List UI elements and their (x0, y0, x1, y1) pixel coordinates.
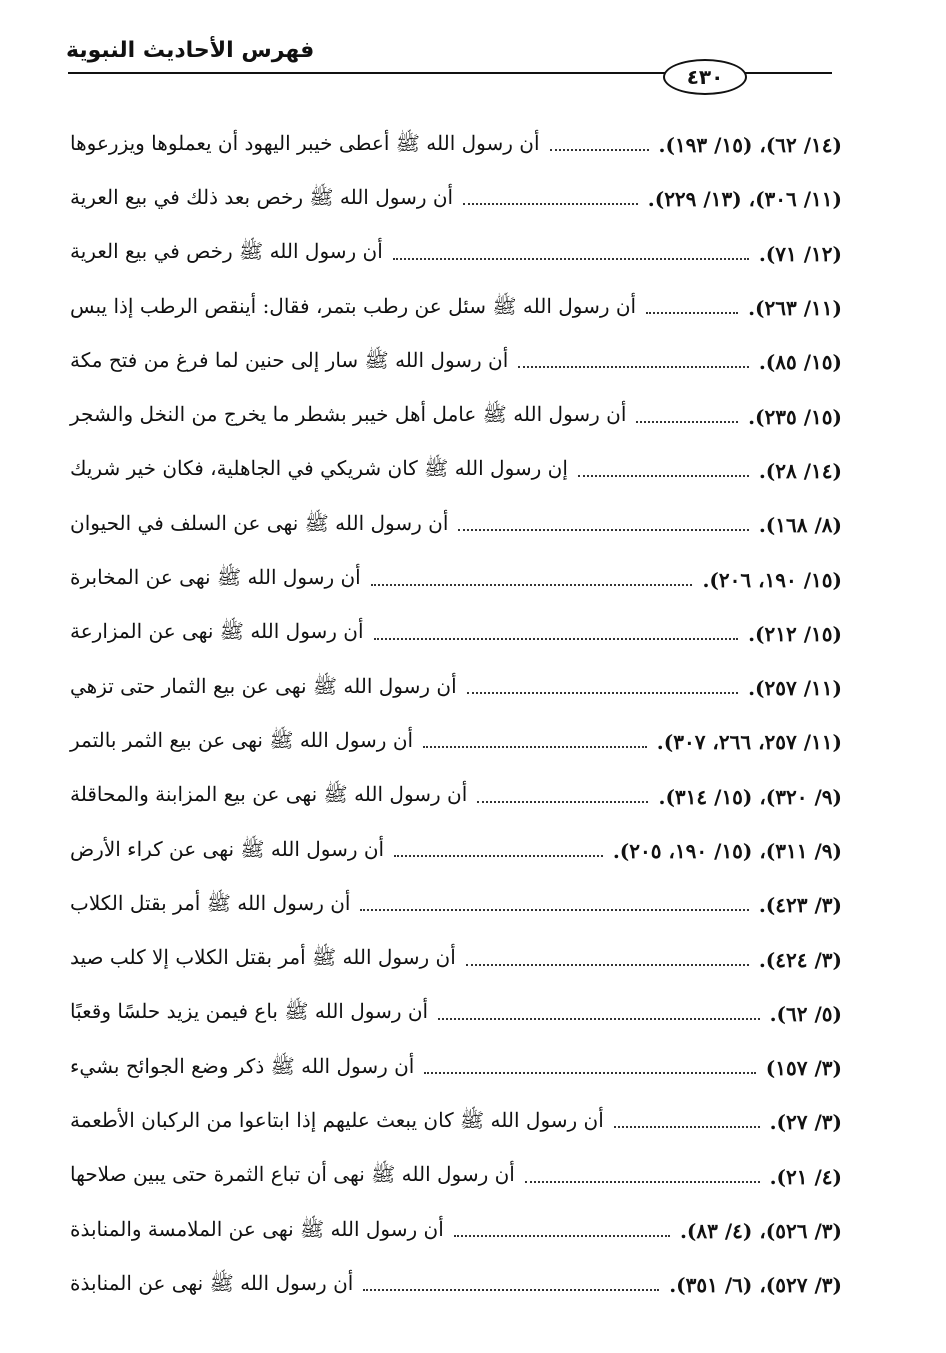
entry-page-reference: (١٥/ ٢١٢). (748, 621, 842, 646)
entry-page-reference: (٨/ ١٦٨). (758, 513, 842, 538)
entry-page-reference: (١٤/ ٦٢)، (١٥/ ١٩٣). (658, 133, 842, 158)
index-entry (70, 932, 842, 986)
entry-hadith-text: أن رسول الله ﷺ أمر بقتل الكلاب (70, 890, 351, 915)
entry-hadith-text: أن رسول الله ﷺ رخص في بيع العرية (70, 239, 383, 264)
entry-hadith-text: أن رسول الله ﷺ سار إلى حنين لما فرغ من فتح مكة (70, 347, 509, 372)
index-entry (70, 1204, 842, 1258)
entry-leader-dots (466, 964, 749, 966)
entry-leader-dots (424, 1072, 755, 1074)
entry-hadith-text: أن رسول الله ﷺ نهى عن المزارعة (70, 619, 364, 644)
entry-leader-dots (438, 1018, 759, 1020)
index-entry (70, 498, 842, 552)
entry-leader-dots (477, 801, 648, 803)
entry-page-reference: (٣/ ٤٢٤). (758, 947, 842, 972)
page-number-badge: ٤٣٠ (663, 59, 747, 95)
entry-page-reference: (١٥/ ٢٣٥). (748, 404, 842, 429)
entry-leader-dots (423, 746, 647, 748)
entry-page-reference: (٣/ ٤٢٣). (758, 893, 842, 918)
entry-hadith-text: أن رسول الله ﷺ رخص بعد ذلك في بيع العرية (70, 184, 454, 209)
entry-leader-dots (394, 855, 603, 857)
entry-leader-dots (360, 909, 748, 911)
entry-hadith-text: أن رسول الله ﷺ باع فيمن يزيد حلسًا وقعبًا (70, 999, 429, 1024)
entry-leader-dots (363, 1289, 659, 1291)
entry-hadith-text: أن رسول الله ﷺ ذكر وضع الجوائح بشيء (70, 1053, 415, 1078)
entry-leader-dots (578, 475, 749, 477)
entry-page-reference: (١١/ ٢٦٣). (748, 296, 842, 321)
entry-hadith-text: أن رسول الله ﷺ سئل عن رطب بتمر، فقال: أينقص الرطب إذا يبس (70, 293, 637, 318)
index-entry (70, 987, 842, 1041)
entry-hadith-text: أن رسول الله ﷺ نهى عن بيع الثمر بالتمر (70, 727, 414, 752)
index-entry (70, 389, 842, 443)
entry-hadith-text: أن رسول الله ﷺ نهى عن بيع الثمار حتى تزهي (70, 673, 457, 698)
entry-leader-dots (374, 638, 739, 640)
entry-leader-dots (614, 1126, 760, 1128)
entry-page-reference: (١١/ ٣٠٦)، (١٣/ ٢٢٩). (647, 187, 842, 212)
entry-hadith-text: أن رسول الله ﷺ نهى أن تباع الثمرة حتى يبين صلاحها (70, 1162, 515, 1187)
index-entry (70, 335, 842, 389)
index-entry (70, 1258, 842, 1312)
entry-leader-dots (636, 421, 738, 423)
entry-leader-dots (371, 584, 693, 586)
entry-hadith-text: إن رسول الله ﷺ كان شريكي في الجاهلية، فكان خير شريك (70, 456, 568, 481)
index-entry (70, 281, 842, 335)
index-entry (70, 1150, 842, 1204)
entry-hadith-text: أن رسول الله ﷺ أعطى خيبر اليهود أن يعملوها ويزرعوها (70, 130, 540, 155)
entry-page-reference: (٩/ ٣٢٠)، (١٥/ ٣١٤). (658, 784, 842, 809)
entry-page-reference: (٣/ ٥٢٦)، (٤/ ٨٣). (679, 1219, 842, 1244)
entry-leader-dots (518, 366, 749, 368)
entry-page-reference: (١٤/ ٢٨). (758, 458, 842, 483)
entry-leader-dots (646, 312, 738, 314)
entry-page-reference: (٤/ ٢١). (769, 1164, 842, 1189)
page-header-title: فهرس الأحاديث النبوية (66, 38, 315, 63)
entry-page-reference: (٩/ ٣١١)، (١٥/ ١٩٠، ٢٠٥). (612, 839, 842, 863)
entry-page-reference: (١٢/ ٧١). (758, 241, 842, 266)
index-entry (70, 661, 842, 715)
entry-hadith-text: أن رسول الله ﷺ كان يبعث عليهم إذا ابتاعوا من الركبان الأطعمة (70, 1107, 604, 1132)
index-entry (70, 607, 842, 661)
entry-leader-dots (525, 1181, 760, 1183)
entry-page-reference: (٣/ ٢٧). (769, 1110, 842, 1135)
entry-page-reference: (١١/ ٢٥٧، ٢٦٦، ٣٠٧). (656, 730, 842, 755)
entry-page-reference: (٣/ ٥٢٧)، (٦/ ٣٥١). (669, 1273, 842, 1298)
entry-leader-dots (467, 692, 738, 694)
entry-leader-dots (454, 1235, 670, 1237)
entry-hadith-text: أن رسول الله ﷺ نهى عن الملامسة والمنابذة (70, 1216, 444, 1241)
entry-page-reference: (١١/ ٢٥٧). (748, 676, 842, 701)
entry-page-reference: (٣/ ١٥٧) (765, 1056, 842, 1081)
entry-page-reference: (١٥/ ١٩٠، ٢٠٦). (702, 567, 842, 592)
index-entry (70, 552, 842, 606)
index-entry (70, 1095, 842, 1149)
index-entry (70, 1041, 842, 1095)
entry-hadith-text: أن رسول الله ﷺ أمر بقتل الكلاب إلا كلب صيد (70, 945, 456, 970)
hadith-index-list (70, 118, 842, 1313)
entry-leader-dots (458, 529, 748, 531)
index-entry (70, 444, 842, 498)
entry-hadith-text: أن رسول الله ﷺ عامل أهل خيبر بشطر ما يخرج من النخل والشجر (70, 402, 627, 427)
index-entry (70, 227, 842, 281)
index-entry (70, 172, 842, 226)
entry-hadith-text: أن رسول الله ﷺ نهى عن بيع المزابنة والمحاقلة (70, 782, 468, 807)
index-entry (70, 824, 842, 878)
index-entry (70, 715, 842, 769)
entry-leader-dots (550, 149, 649, 151)
index-entry (70, 118, 842, 172)
index-entry (70, 770, 842, 824)
entry-leader-dots (463, 203, 638, 205)
entry-page-reference: (١٥/ ٨٥). (758, 350, 842, 375)
entry-hadith-text: أن رسول الله ﷺ نهى عن المنابذة (70, 1270, 354, 1295)
entry-hadith-text: أن رسول الله ﷺ نهى عن كراء الأرض (70, 836, 385, 861)
index-entry (70, 878, 842, 932)
entry-hadith-text: أن رسول الله ﷺ نهى عن السلف في الحيوان (70, 510, 449, 535)
entry-leader-dots (393, 258, 749, 260)
entry-hadith-text: أن رسول الله ﷺ نهى عن المخابرة (70, 565, 361, 590)
entry-page-reference: (٥/ ٦٢). (769, 1001, 842, 1026)
